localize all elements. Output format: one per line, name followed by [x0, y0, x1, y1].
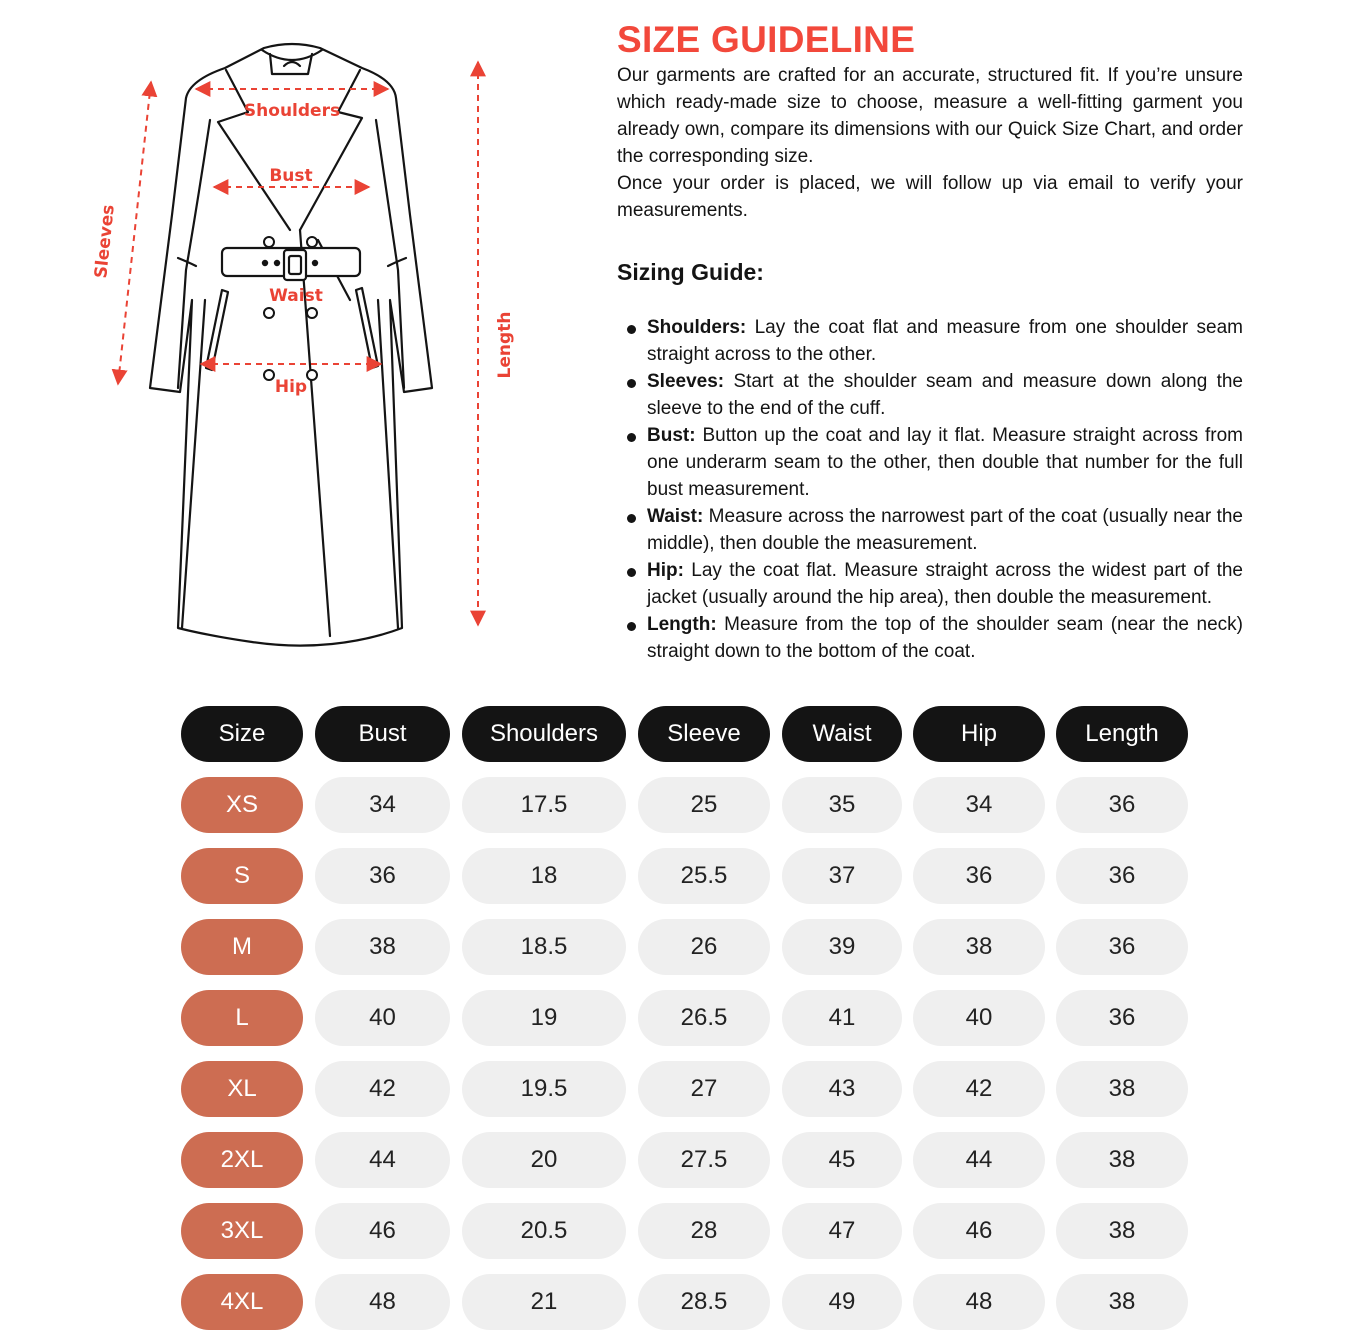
- guide-term: Length:: [647, 614, 717, 635]
- measurement-cell-length: 36: [1056, 919, 1188, 975]
- guide-term: Hip:: [647, 560, 684, 581]
- measurement-cell-hip: 34: [913, 777, 1045, 833]
- guide-text: Measure from the top of the shoulder seam (near the neck) straight down to the bottom of the coat.: [647, 614, 1243, 662]
- measurement-cell-sleeve: 25.5: [638, 848, 770, 904]
- measurement-cell-bust: 40: [315, 990, 450, 1046]
- measurement-cell-length: 36: [1056, 777, 1188, 833]
- measurement-cell-waist: 47: [782, 1203, 902, 1259]
- size-label-cell: XS: [181, 777, 303, 833]
- measurement-cell-waist: 45: [782, 1132, 902, 1188]
- size-label-cell: 3XL: [181, 1203, 303, 1259]
- guide-item-hip: [617, 557, 1243, 611]
- guide-term: Shoulders:: [647, 317, 747, 338]
- measurement-cell-sleeve: 28: [638, 1203, 770, 1259]
- measurement-cell-length: 36: [1056, 848, 1188, 904]
- measurement-cell-bust: 36: [315, 848, 450, 904]
- measurement-cell-length: 38: [1056, 1061, 1188, 1117]
- guide-term: Sleeves:: [647, 371, 725, 392]
- measurement-cell-shoulders: 19.5: [462, 1061, 626, 1117]
- measurement-cell-shoulders: 20.5: [462, 1203, 626, 1259]
- intro-paragraph: Once your order is placed, we will follow up via email to verify your measurements.: [617, 173, 1243, 221]
- measurement-cell-bust: 34: [315, 777, 450, 833]
- waist-label: Waist: [269, 286, 323, 306]
- measurement-cell-hip: 38: [913, 919, 1045, 975]
- guide-item-length: [617, 611, 1243, 665]
- measurement-cell-shoulders: 17.5: [462, 777, 626, 833]
- measurement-cell-sleeve: 27.5: [638, 1132, 770, 1188]
- measurement-cell-length: 36: [1056, 990, 1188, 1046]
- measurement-cell-sleeve: 27: [638, 1061, 770, 1117]
- header-waist: Waist: [782, 706, 902, 762]
- header-hip: Hip: [913, 706, 1045, 762]
- guide-text: Button up the coat and lay it flat. Measure straight across from one underarm seam to the other, then double that number for the full bust measurement.: [647, 425, 1243, 500]
- guide-text: Lay the coat flat. Measure straight across the widest part of the jacket (usually around the hip area), then double the measurement.: [647, 560, 1243, 608]
- size-label-cell: 4XL: [181, 1274, 303, 1330]
- measurement-cell-sleeve: 28.5: [638, 1274, 770, 1330]
- size-label-cell: M: [181, 919, 303, 975]
- measurement-cell-hip: 36: [913, 848, 1045, 904]
- size-label-cell: L: [181, 990, 303, 1046]
- measurement-cell-hip: 40: [913, 990, 1045, 1046]
- measurement-cell-bust: 38: [315, 919, 450, 975]
- measurement-cell-length: 38: [1056, 1132, 1188, 1188]
- measurement-cell-bust: 46: [315, 1203, 450, 1259]
- coat-measurement-diagram: [80, 30, 550, 660]
- measurement-cell-hip: 42: [913, 1061, 1045, 1117]
- header-shoulders: Shoulders: [462, 706, 626, 762]
- measurement-cell-waist: 41: [782, 990, 902, 1046]
- measurement-cell-hip: 44: [913, 1132, 1045, 1188]
- shoulders-label: Shoulders: [243, 101, 341, 121]
- measurement-cell-length: 38: [1056, 1274, 1188, 1330]
- intro-text: [617, 62, 1243, 224]
- measurement-cell-waist: 35: [782, 777, 902, 833]
- guide-item-shoulders: [617, 314, 1243, 368]
- measurement-cell-waist: 43: [782, 1061, 902, 1117]
- measurement-cell-waist: 37: [782, 848, 902, 904]
- measurement-cell-sleeve: 26.5: [638, 990, 770, 1046]
- size-label-cell: 2XL: [181, 1132, 303, 1188]
- sizing-guide-list: [617, 314, 1243, 665]
- measurement-cell-waist: 49: [782, 1274, 902, 1330]
- bust-label: Bust: [269, 166, 313, 186]
- guide-item-waist: [617, 503, 1243, 557]
- measurement-cell-hip: 48: [913, 1274, 1045, 1330]
- measurement-cell-shoulders: 21: [462, 1274, 626, 1330]
- sizing-guide-heading: Sizing Guide:: [617, 259, 764, 285]
- guide-term: Bust:: [647, 425, 696, 446]
- length-label: Length: [495, 311, 515, 379]
- sleeves-line: [118, 82, 151, 384]
- size-label-cell: XL: [181, 1061, 303, 1117]
- size-label-cell: S: [181, 848, 303, 904]
- guideline-text: [617, 18, 1243, 665]
- measurement-cell-sleeve: 26: [638, 919, 770, 975]
- hip-label: Hip: [274, 377, 308, 397]
- measurement-cell-bust: 48: [315, 1274, 450, 1330]
- guide-term: Waist:: [647, 506, 704, 527]
- guide-text: Measure across the narrowest part of the coat (usually near the middle), then double the measurement.: [647, 506, 1243, 554]
- measurement-cell-length: 38: [1056, 1203, 1188, 1259]
- header-length: Length: [1056, 706, 1188, 762]
- measurement-cell-shoulders: 18.5: [462, 919, 626, 975]
- guide-text: Lay the coat flat and measure from one shoulder seam straight across to the other.: [647, 317, 1243, 365]
- intro-paragraph: Our garments are crafted for an accurate, structured fit. If you’re unsure which ready-made size to choose, measure a well-fitting garment you already own, compare its dimensions with our Quick Size Chart, and order the corresponding size.: [617, 65, 1243, 167]
- measurement-cell-waist: 39: [782, 919, 902, 975]
- guide-item-bust: [617, 422, 1243, 503]
- measurement-cell-sleeve: 25: [638, 777, 770, 833]
- page-title: SIZE GUIDELINE: [617, 19, 916, 60]
- measurement-cell-shoulders: 20: [462, 1132, 626, 1188]
- measurement-cell-shoulders: 18: [462, 848, 626, 904]
- measurement-cell-bust: 44: [315, 1132, 450, 1188]
- header-bust: Bust: [315, 706, 450, 762]
- header-size: Size: [181, 706, 303, 762]
- measurement-cell-hip: 46: [913, 1203, 1045, 1259]
- measurement-cell-bust: 42: [315, 1061, 450, 1117]
- measurement-cell-shoulders: 19: [462, 990, 626, 1046]
- guide-text: Start at the shoulder seam and measure down along the sleeve to the end of the cuff.: [647, 371, 1243, 419]
- header-sleeve: Sleeve: [638, 706, 770, 762]
- sleeves-label: Sleeves: [91, 203, 119, 280]
- coat-outline: [150, 44, 432, 646]
- guide-item-sleeves: [617, 368, 1243, 422]
